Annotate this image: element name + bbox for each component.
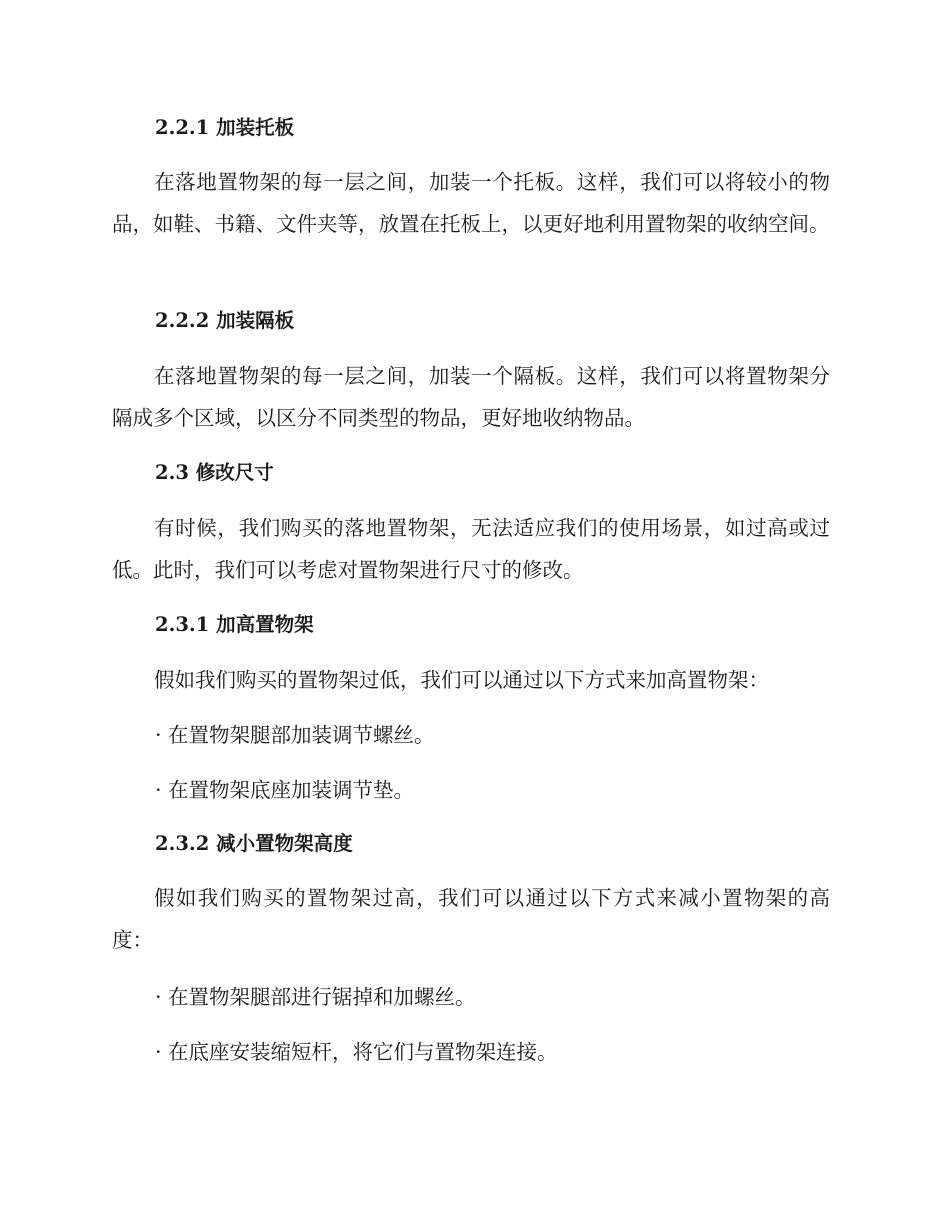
paragraph-2-2-1: 在落地置物架的每一层之间，加装一个托板。这样，我们可以将较小的物品，如鞋、书籍、文件夹等，放置在托板上，以更好地利用置物架的收纳空间。 — [112, 170, 830, 236]
paragraph-2-3-1: 假如我们购买的置物架过低，我们可以通过以下方式来加高置物架： — [154, 668, 769, 692]
bullet-item: · 在置物架腿部进行锯掉和加螺丝。 — [155, 985, 476, 1009]
section-heading-2-3-2: 2.3.2 减小置物架高度 — [155, 832, 353, 855]
section-heading-2-3: 2.3 修改尺寸 — [155, 461, 274, 484]
paragraph-2-2-2: 在落地置物架的每一层之间，加装一个隔板。这样，我们可以将置物架分隔成多个区域，以区分不同类型的物品，更好地收纳物品。 — [112, 364, 830, 430]
section-heading-2-2-1: 2.2.1 加装托板 — [155, 116, 295, 139]
paragraph-2-3: 有时候，我们购买的落地置物架，无法适应我们的使用场景，如过高或过低。此时，我们可以考虑对置物架进行尺寸的修改。 — [112, 516, 830, 582]
paragraph-2-3-2: 假如我们购买的置物架过高，我们可以通过以下方式来减小置物架的高度： — [112, 886, 830, 952]
bullet-item: · 在置物架腿部加装调节螺丝。 — [155, 723, 435, 747]
section-heading-2-3-1: 2.3.1 加高置物架 — [155, 613, 314, 636]
bullet-item: · 在底座安装缩短杆，将它们与置物架连接。 — [155, 1040, 558, 1064]
section-heading-2-2-2: 2.2.2 加装隔板 — [155, 309, 295, 332]
bullet-item: · 在置物架底座加装调节垫。 — [155, 778, 415, 802]
